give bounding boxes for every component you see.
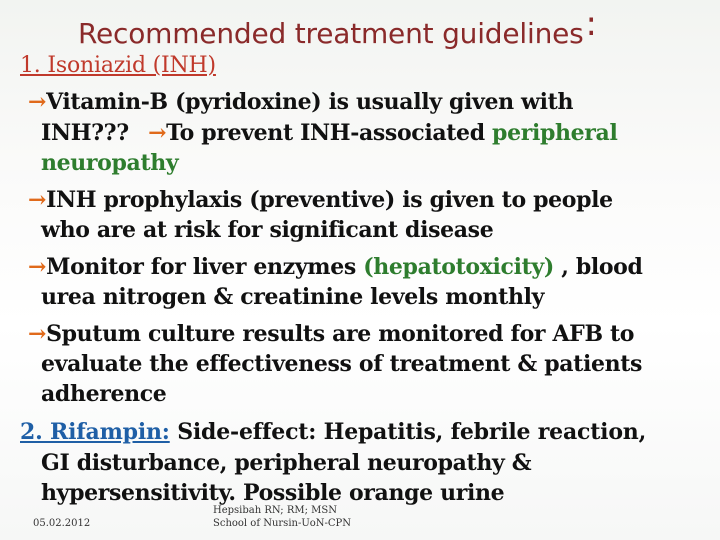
rifampin-continued: [41, 452, 531, 474]
footer-date: 05.02.2012: [33, 518, 91, 529]
bullet-text: GI disturbance, peripheral neuropathy &: [41, 450, 532, 476]
drug-heading-isoniazid-text: 1. Isoniazid (INH): [20, 53, 216, 78]
bullet-text: Vitamin-B (pyridoxine) is usually given with: [46, 89, 574, 115]
bullet-inh-prophylaxis: [28, 189, 613, 211]
slide-title-colon: :: [585, 4, 597, 44]
highlight-peripheral: peripheral: [492, 120, 618, 146]
bullet-text: Monitor for liver enzymes: [46, 254, 364, 280]
bullet-text: To prevent INH-associated: [166, 120, 493, 146]
bullet-sputum-culture-end: [41, 383, 166, 405]
drug-heading-rifampin: [20, 421, 646, 443]
right-arrow-icon: →: [28, 321, 47, 347]
bullet-liver-enzymes: [28, 256, 643, 278]
bullet-sputum-culture: [28, 323, 634, 345]
right-arrow-icon: →: [28, 254, 47, 280]
bullet-liver-enzymes-continued: [41, 286, 544, 308]
bullet-text: evaluate the effectiveness of treatment & patients: [41, 351, 643, 377]
bullet-text: Sputum culture results are monitored for AFB to: [46, 321, 635, 347]
drug-heading-isoniazid: [20, 54, 216, 77]
bullet-text: INH???: [41, 120, 137, 146]
slide-title-text: Recommended treatment guidelines: [78, 17, 584, 50]
bullet-text: who are at risk for significant disease: [41, 217, 494, 243]
right-arrow-icon: →: [28, 89, 47, 115]
bullet-text: urea nitrogen & creatinine levels monthly: [41, 284, 545, 310]
footer-school: School of Nursin-UoN-CPN: [213, 518, 352, 529]
drug-heading-rifampin-text: 2. Rifampin:: [20, 419, 170, 445]
rifampin-end: [41, 482, 504, 504]
bullet-inh-prophylaxis-continued: [41, 219, 493, 241]
bullet-text: , blood: [553, 254, 643, 280]
bullet-text: neuropathy: [41, 150, 179, 176]
bullet-sputum-culture-continued: [41, 353, 642, 375]
slide-title: [78, 4, 678, 52]
bullet-vitamin-b-continued: [41, 122, 617, 144]
footer-author: Hepsibah RN; RM; MSN: [213, 505, 337, 516]
bullet-text: Side-effect: Hepatitis, febrile reaction,: [169, 419, 647, 445]
bullet-text: INH prophylaxis (preventive) is given to people: [46, 187, 613, 213]
highlight-hepatotoxicity: (hepatotoxicity): [363, 254, 554, 280]
bullet-text: hypersensitivity. Possible orange urine: [41, 480, 505, 506]
right-arrow-icon: →: [28, 187, 47, 213]
highlight-neuropathy: [41, 152, 178, 174]
bullet-vitamin-b: [28, 91, 573, 113]
right-arrow-icon: →: [148, 120, 167, 146]
bullet-text: adherence: [41, 381, 167, 407]
